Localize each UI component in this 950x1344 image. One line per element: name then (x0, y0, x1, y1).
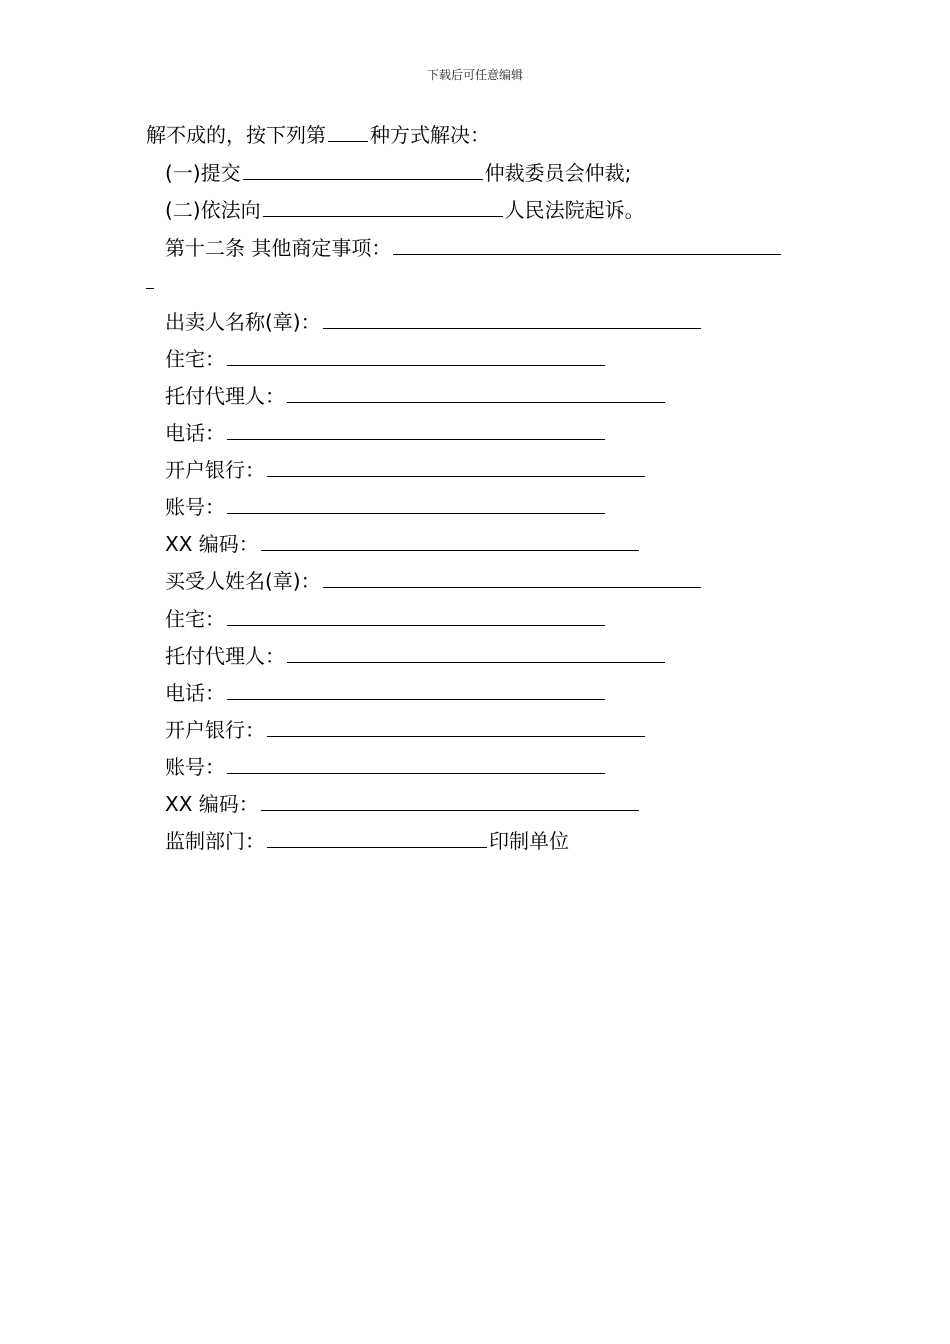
buyer-phone-blank[interactable] (227, 677, 605, 700)
buyer-agent-blank[interactable] (287, 640, 665, 663)
buyer-agent-line (165, 639, 667, 673)
seller-code-line (165, 527, 641, 561)
seller-agent-blank[interactable] (287, 380, 665, 403)
buyer-name-label: 买受人姓名(章)： (165, 569, 321, 593)
printer-label: 印制单位 (489, 829, 569, 853)
seller-bank-blank[interactable] (267, 454, 645, 477)
dispute-intro-line (146, 118, 490, 152)
page-header: 下载后可任意编辑 (426, 68, 523, 82)
buyer-phone-label: 电话： (165, 681, 225, 705)
court-option-label: (二)依法向 (165, 198, 261, 222)
seller-phone-label: 电话： (165, 421, 225, 445)
buyer-address-line (165, 602, 607, 636)
arbitration-option-suffix: 仲裁委员会仲裁; (484, 161, 632, 185)
seller-name-blank[interactable] (323, 306, 701, 329)
seller-code-blank[interactable] (261, 528, 639, 551)
buyer-account-blank[interactable] (227, 751, 605, 774)
seller-bank-line (165, 453, 647, 487)
article-12-label: 第十二条 其他商定事项： (165, 236, 392, 260)
buyer-bank-label: 开户银行： (165, 718, 265, 742)
seller-agent-label: 托付代理人： (165, 384, 285, 408)
buyer-address-label: 住宅： (165, 607, 225, 631)
footer-line (165, 824, 569, 858)
buyer-name-line (165, 564, 703, 598)
buyer-bank-blank[interactable] (267, 714, 645, 737)
buyer-account-line (165, 750, 607, 784)
buyer-agent-label: 托付代理人： (165, 644, 285, 668)
seller-account-blank[interactable] (227, 491, 605, 514)
seller-address-label: 住宅： (165, 347, 225, 371)
seller-name-label: 出卖人名称(章)： (165, 310, 321, 334)
court-option-suffix: 人民法院起诉。 (504, 198, 645, 222)
supervisor-blank[interactable] (267, 825, 487, 848)
seller-account-line (165, 490, 607, 524)
seller-address-blank[interactable] (227, 343, 605, 366)
article-12-line (165, 231, 783, 265)
buyer-bank-line (165, 713, 647, 747)
seller-name-line (165, 305, 703, 339)
buyer-code-line (165, 787, 641, 821)
seller-bank-label: 开户银行： (165, 458, 265, 482)
seller-address-line (165, 342, 607, 376)
dispute-method-blank[interactable] (328, 119, 368, 142)
court-option-line (165, 193, 645, 227)
arbitration-committee-blank[interactable] (243, 157, 483, 180)
buyer-address-blank[interactable] (227, 603, 605, 626)
dispute-intro-text: 解不成的，按下列第 (146, 123, 326, 147)
buyer-phone-line (165, 676, 607, 710)
buyer-code-blank[interactable] (261, 788, 639, 811)
other-matters-continuation (146, 288, 154, 289)
seller-account-label: 账号： (165, 495, 225, 519)
seller-phone-blank[interactable] (227, 417, 605, 440)
buyer-name-blank[interactable] (323, 565, 701, 588)
court-name-blank[interactable] (263, 194, 503, 217)
seller-agent-line (165, 379, 667, 413)
arbitration-option-label: (一)提交 (165, 161, 241, 185)
seller-code-label: XX 编码： (165, 532, 259, 556)
seller-phone-line (165, 416, 607, 450)
other-matters-blank[interactable] (393, 232, 781, 255)
arbitration-option-line (165, 156, 631, 190)
supervisor-label: 监制部门： (165, 829, 265, 853)
buyer-code-label: XX 编码： (165, 792, 259, 816)
dispute-intro-suffix: 种方式解决： (370, 123, 490, 147)
buyer-account-label: 账号： (165, 755, 225, 779)
